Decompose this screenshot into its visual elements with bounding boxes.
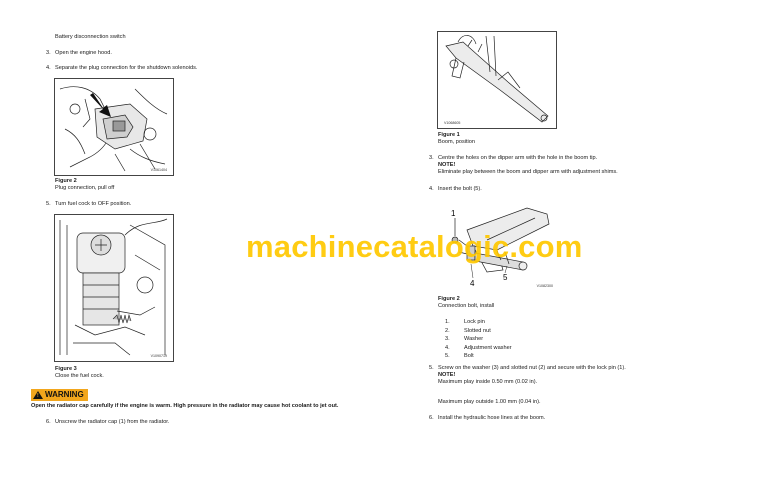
left-step-3: 3. Open the engine hood. bbox=[46, 50, 112, 56]
callout-1: 1 bbox=[451, 209, 456, 218]
figure-id: V1090719 bbox=[150, 353, 167, 358]
figure-title: Figure 1 bbox=[438, 132, 460, 138]
parts-legend bbox=[445, 319, 512, 362]
figure-3-caption bbox=[55, 366, 104, 380]
figure-2-caption bbox=[55, 178, 114, 192]
watermark-text: machinecatalogic.com bbox=[246, 229, 583, 264]
left-step-6: 6. Unscrew the radiator cap (1) from the radiator. bbox=[46, 419, 170, 425]
intro-text: Battery disconnection switch bbox=[55, 34, 126, 40]
figure-plug-connection-image bbox=[54, 78, 174, 176]
callout-4: 4 bbox=[470, 279, 475, 288]
warning-text: Open the radiator cap carefully if the engine is warm. High pressure in the radiator may cause hot coolant to jet out. bbox=[31, 403, 339, 409]
figure-boom-image bbox=[437, 31, 557, 129]
figure-id: V1082300 bbox=[536, 283, 553, 288]
warning-label: WARNING bbox=[45, 390, 84, 399]
boom-illustration bbox=[438, 32, 556, 128]
figure-title: Figure 3 bbox=[55, 366, 77, 372]
left-step-5: 5. Turn fuel cock to OFF position. bbox=[46, 201, 132, 207]
warning-icon: ! bbox=[33, 391, 43, 399]
plug-connection-illustration bbox=[55, 79, 173, 175]
note-text: Maximum play inside 0.50 mm (0.02 in). bbox=[438, 378, 538, 385]
figure-caption: Connection bolt, install bbox=[438, 302, 495, 309]
callout-5: 5 bbox=[503, 273, 508, 282]
legend-item: 5. Bolt bbox=[445, 353, 474, 360]
left-step-4: 4. Separate the plug connection for the shutdown solenoids. bbox=[46, 65, 198, 71]
legend-item: 2. Slotted nut bbox=[445, 327, 491, 334]
warning-badge bbox=[31, 389, 88, 401]
note-label: NOTE! bbox=[438, 161, 456, 168]
note-label: NOTE! bbox=[438, 371, 456, 378]
legend-item: 3. Washer bbox=[445, 336, 484, 343]
figure-id: V1068605 bbox=[444, 120, 461, 125]
figure-title: Figure 2 bbox=[438, 296, 460, 302]
figure-1-caption bbox=[438, 132, 475, 146]
figure-2-right-caption bbox=[438, 296, 494, 310]
right-step-4: 4. Insert the bolt (5). bbox=[429, 186, 482, 192]
fuel-cock-illustration bbox=[55, 215, 173, 361]
note-text: Eliminate play between the boom and dipper arm with adjustment shims. bbox=[438, 168, 618, 175]
figure-fuel-cock-image bbox=[54, 214, 174, 362]
note-text-2: Maximum play outside 1.00 mm (0.04 in). bbox=[438, 398, 541, 405]
figure-caption: Close the fuel cock. bbox=[55, 372, 104, 379]
right-step-5: 5. Screw on the washer (3) and slotted nut (2) and secure with the lock pin (1). NOTE! Maximum play inside 0.50 mm (0.02 in). Maximum play outside 1.00 mm (0.04 in). bbox=[429, 365, 626, 405]
figure-caption: Boom, position bbox=[438, 138, 476, 145]
legend-item: 4. Adjustment washer bbox=[445, 344, 512, 351]
figure-id: V1061404 bbox=[150, 167, 167, 172]
legend-item: 1. Lock pin bbox=[445, 319, 485, 325]
right-step-6: 6. Install the hydraulic hose lines at the boom. bbox=[429, 415, 546, 421]
right-step-3: 3. Centre the holes on the dipper arm with the hole in the boom tip. NOTE! Eliminate play between the boom and dipper arm with adjustment shims. bbox=[429, 155, 618, 175]
figure-title: Figure 2 bbox=[55, 178, 77, 184]
figure-caption: Plug connection, pull off bbox=[55, 184, 115, 191]
